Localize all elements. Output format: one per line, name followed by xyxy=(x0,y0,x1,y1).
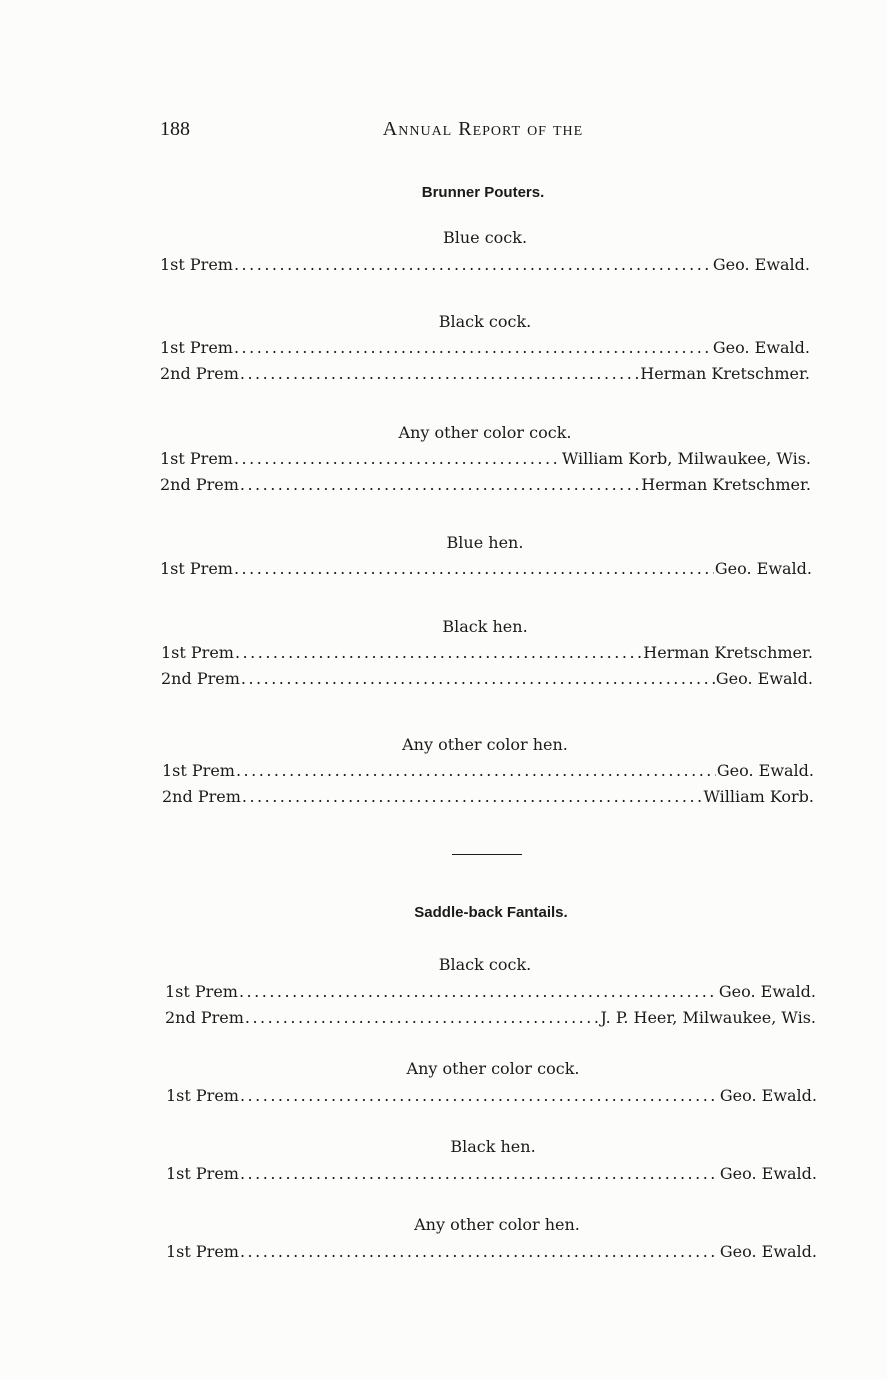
dot-leader xyxy=(241,669,715,688)
premium-entry xyxy=(161,669,813,688)
premium-entry xyxy=(165,982,816,1001)
page-number: 188 xyxy=(160,118,190,140)
premium-place: 2nd Prem xyxy=(160,475,239,494)
premium-entry xyxy=(166,1164,817,1183)
dot-leader xyxy=(234,338,712,357)
dot-leader xyxy=(240,1242,719,1261)
dot-leader xyxy=(240,1086,719,1105)
premium-place: 1st Prem xyxy=(165,982,238,1001)
dot-leader xyxy=(242,787,703,806)
premium-winner: Geo. Ewald. xyxy=(718,982,816,1001)
premium-place: 1st Prem xyxy=(160,255,233,274)
premium-entry xyxy=(160,475,811,494)
class-title: Any other color cock. xyxy=(398,423,572,442)
premium-entry xyxy=(162,761,814,780)
premium-winner: Geo. Ewald. xyxy=(712,338,810,357)
dot-leader xyxy=(240,364,639,383)
premium-entry xyxy=(161,643,813,662)
premium-winner: J. P. Heer, Milwaukee, Wis. xyxy=(600,1008,816,1027)
premium-winner: Herman Kretschmer. xyxy=(641,475,811,494)
dot-leader xyxy=(240,475,640,494)
premium-entry xyxy=(160,338,810,357)
premium-place: 1st Prem xyxy=(160,559,233,578)
dot-leader xyxy=(234,255,712,274)
premium-place: 1st Prem xyxy=(166,1164,239,1183)
premium-entry xyxy=(160,364,810,383)
dot-leader xyxy=(245,1008,600,1027)
dot-leader xyxy=(239,982,718,1001)
premium-entry xyxy=(166,1086,817,1105)
premium-entry xyxy=(160,255,810,274)
class-title: Any other color cock. xyxy=(406,1059,580,1078)
premium-place: 2nd Prem xyxy=(165,1008,244,1027)
premium-place: 1st Prem xyxy=(161,643,234,662)
premium-entry xyxy=(160,449,811,468)
premium-winner: Geo. Ewald. xyxy=(712,255,810,274)
premium-place: 1st Prem xyxy=(160,449,233,468)
dot-leader xyxy=(235,643,642,662)
dot-leader xyxy=(240,1164,719,1183)
premium-winner: Geo. Ewald. xyxy=(715,669,813,688)
premium-entry xyxy=(160,559,812,578)
class-title: Blue hen. xyxy=(446,533,524,552)
class-title: Black hen. xyxy=(450,1137,536,1156)
section-divider xyxy=(452,854,522,855)
premium-winner: Herman Kretschmer. xyxy=(640,364,810,383)
class-title: Black cock. xyxy=(438,312,532,331)
premium-winner: Geo. Ewald. xyxy=(719,1086,817,1105)
premium-winner: William Korb. xyxy=(703,787,814,806)
premium-place: 1st Prem xyxy=(166,1242,239,1261)
premium-place: 1st Prem xyxy=(166,1086,239,1105)
premium-place: 1st Prem xyxy=(162,761,235,780)
dot-leader xyxy=(234,559,714,578)
class-title: Black hen. xyxy=(442,617,528,636)
dot-leader xyxy=(234,449,561,468)
premium-winner: Geo. Ewald. xyxy=(719,1164,817,1183)
section-title: Brunner Pouters. xyxy=(421,184,545,201)
dot-leader xyxy=(236,761,716,780)
premium-winner: Geo. Ewald. xyxy=(714,559,812,578)
section-title: Saddle-back Fantails. xyxy=(414,904,568,921)
premium-winner: Geo. Ewald. xyxy=(716,761,814,780)
premium-place: 2nd Prem xyxy=(160,364,239,383)
premium-winner: Geo. Ewald. xyxy=(719,1242,817,1261)
class-title: Black cock. xyxy=(438,955,532,974)
premium-winner: William Korb, Milwaukee, Wis. xyxy=(561,449,811,468)
running-head: Annual Report of the xyxy=(382,118,584,140)
premium-entry xyxy=(166,1242,817,1261)
premium-entry xyxy=(165,1008,816,1027)
premium-place: 2nd Prem xyxy=(162,787,241,806)
class-title: Any other color hen. xyxy=(414,1215,580,1234)
class-title: Any other color hen. xyxy=(402,735,568,754)
class-title: Blue cock. xyxy=(442,228,528,247)
premium-place: 1st Prem xyxy=(160,338,233,357)
premium-entry xyxy=(162,787,814,806)
premium-winner: Herman Kretschmer. xyxy=(643,643,813,662)
premium-place: 2nd Prem xyxy=(161,669,240,688)
